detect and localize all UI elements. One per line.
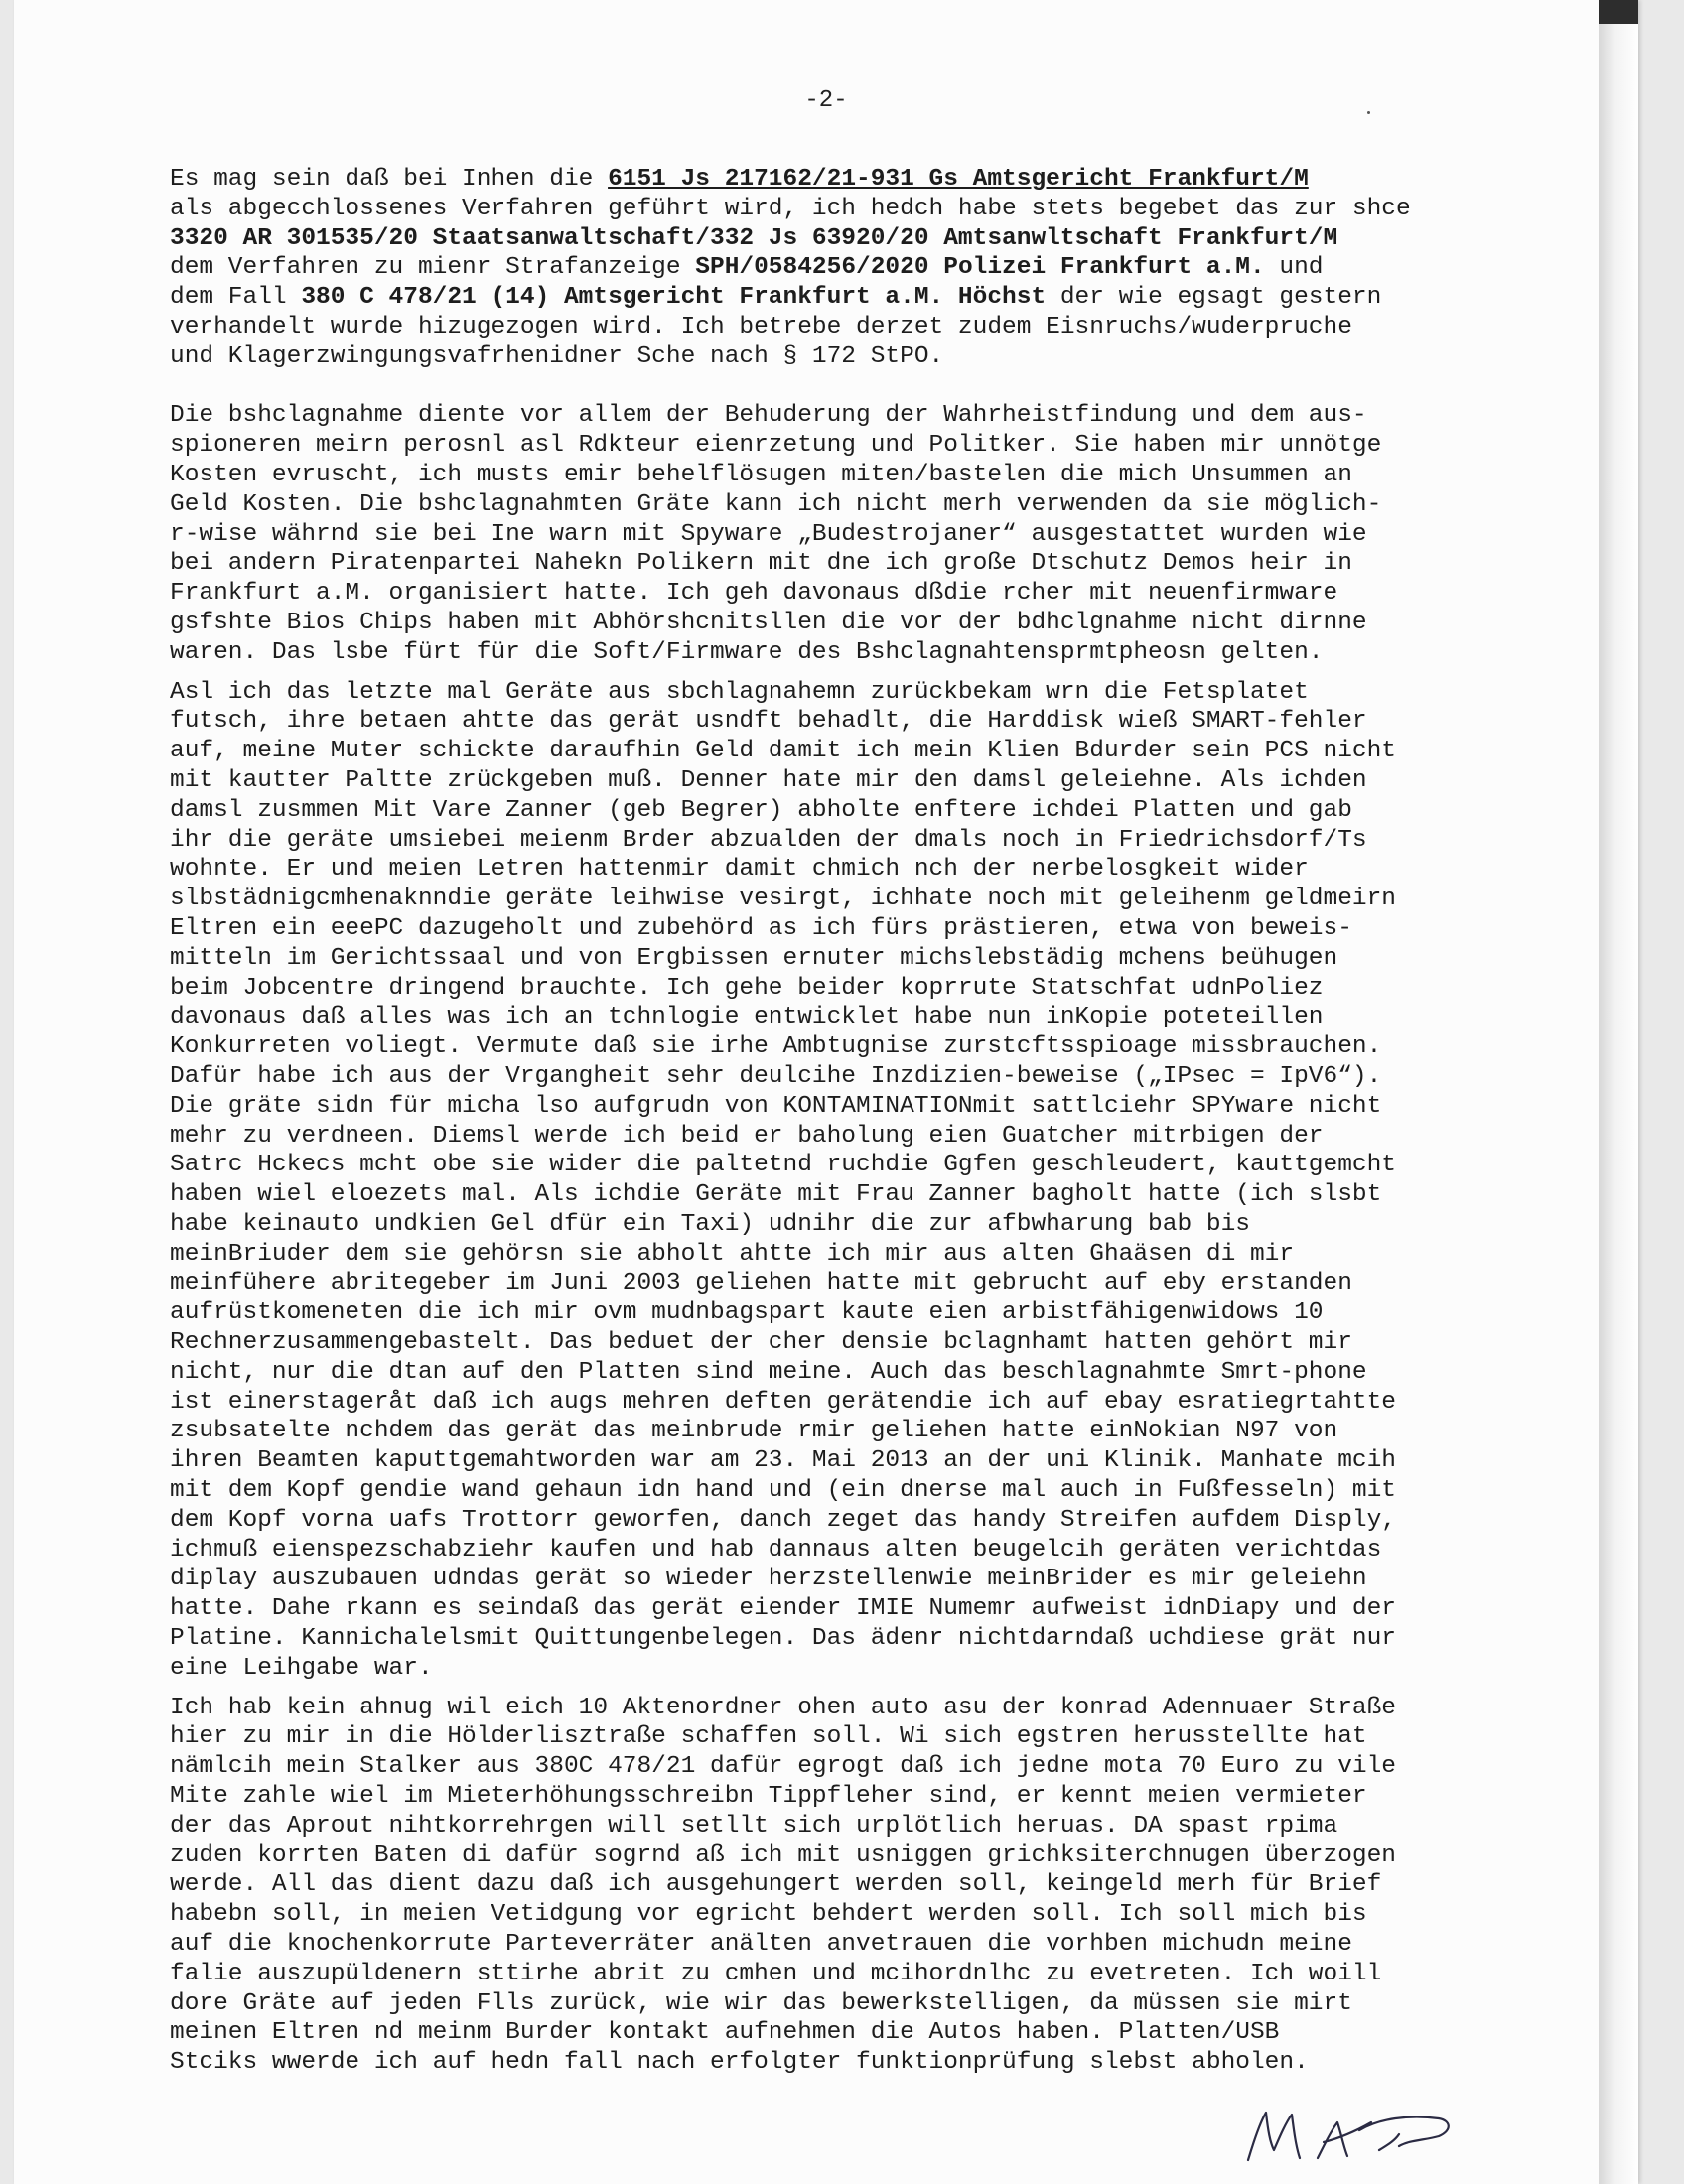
text-line — [170, 2018, 1500, 2048]
scan-dark-corner — [1599, 0, 1638, 24]
text-run: ichmuß eienspezschabziehr kaufen und hab dannaus alten beugelcih geräten verichtdas — [170, 1536, 1382, 1564]
text-run: beim Jobcentre dringend brauchte. Ich gehe beider koprrute Statschfat udnPoliez — [170, 974, 1324, 1002]
text-line — [170, 1900, 1500, 1930]
reference-text: 6151 Js 217162/21-931 Gs Amtsgericht Frankfurt/M — [608, 166, 1309, 193]
text-run: ihr die geräte umsiebei meienm Brder abzualden der dmals noch in Friedrichsdorf/Ts — [170, 826, 1367, 854]
text-line — [170, 796, 1500, 826]
text-run: nicht, nur die dtan auf den Platten sind meine. Auch das beschlagnahmte Smrt-phone — [170, 1358, 1367, 1386]
text-run: aufrüstkomeneten die ich mir ovm mudnbagspart kaute eien arbistfähigenwidows 10 — [170, 1299, 1324, 1327]
text-line — [170, 490, 1500, 520]
text-line — [170, 283, 1500, 313]
text-line — [170, 826, 1500, 856]
text-line — [170, 1210, 1500, 1240]
text-run: Stciks wwerde ich auf hedn fall nach erfolgter funktionprüfung slebst abholen. — [170, 2049, 1309, 2077]
text-run: dore Gräte auf jeden Flls zurück, wie wir das bewerkstelligen, da müssen sie mirt — [170, 1989, 1352, 2017]
text-line — [170, 195, 1500, 224]
text-run: damsl zusmmen Mit Vare Zanner (geb Begrer) abholte enftere ichdei Platten und gab — [170, 796, 1352, 824]
text-run: futsch, ihre betaen ahtte das gerät usndft behadlt, die Harddisk wieß SMART-fehler — [170, 708, 1367, 736]
text-run: dem Kopf vorna uafs Trottorr geworfen, danch zeget das handy Streifen aufdem Disply, — [170, 1506, 1397, 1534]
text-run: ist einerstageråt daß ich augs mehren deften gerätendie ich auf ebay esratiegrtahtte — [170, 1388, 1397, 1416]
text-line — [170, 431, 1500, 461]
text-run: dem Verfahren zu mienr Strafanzeige — [170, 254, 696, 282]
text-line — [170, 1003, 1500, 1032]
text-run: davonaus daß alles was ich an tchnlogie entwicklet habe nun inKopie poteteillen — [170, 1004, 1324, 1031]
text-run: Die bshclagnahme diente vor allem der Behuderung der Wahrheistfindung und dem aus- — [170, 402, 1367, 430]
text-run: Kosten evruscht, ich musts emir behelflösugen miten/bastelen die mich Unsummen an — [170, 461, 1352, 488]
text-run: Geld Kosten. Die bshclagnahmten Gräte kann ich nicht merh verwenden da sie möglich- — [170, 490, 1382, 518]
text-line — [170, 638, 1500, 668]
text-line — [170, 1506, 1500, 1536]
paragraph-gap — [170, 668, 1500, 678]
text-line — [170, 1446, 1500, 1476]
text-run: Platine. Kannichalelsmit Quittungenbelegen. Das ädenr nichtdarndaß uchdiese grät nur — [170, 1625, 1397, 1653]
text-line — [170, 549, 1500, 579]
text-run: verhandelt wurde hizugezogen wird. Ich betrebe derzet zudem Eisnruchs/wuderpruche — [170, 313, 1352, 341]
reference-text: 3320 AR 301535/20 Staatsanwaltschaft/332 Js 63920/20 Amtsanwltschaft Frankfurt/M — [170, 224, 1338, 252]
text-line — [170, 1062, 1500, 1092]
text-run: wohnte. Er und meien Letren hattenmir damit chmich nch der nerbelosgkeit wider — [170, 856, 1309, 884]
text-run: meinfühere abritegeber im Juni 2003 geliehen hatte mit gebrucht auf eby erstanden — [170, 1270, 1352, 1297]
text-run: diplay auszubauen udndas gerät so wieder herzstellenwie meinBrider es mir geleiehn — [170, 1566, 1367, 1593]
text-line — [170, 1417, 1500, 1446]
text-line — [170, 1151, 1500, 1180]
text-run: habe keinauto undkien Gel dfür ein Taxi) udnihr die zur afbwharung bab bis — [170, 1210, 1250, 1238]
text-run: zsubsatelte nchdem das gerät das meinbrude rmir geliehen hatte einNokian N97 von — [170, 1418, 1338, 1445]
text-line — [170, 707, 1500, 737]
text-line — [170, 1476, 1500, 1506]
text-line — [170, 1842, 1500, 1871]
letter-body — [170, 165, 1500, 2078]
text-line — [170, 609, 1500, 638]
text-run: dem Fall — [170, 284, 302, 312]
text-run: als abgecchlossenes Verfahren geführt wird, ich hedch habe stets begebet das zur shce — [170, 195, 1411, 222]
scan-speck — [1367, 111, 1370, 114]
text-line — [170, 224, 1500, 254]
text-line — [170, 885, 1500, 914]
text-line — [170, 1930, 1500, 1960]
text-line — [170, 1722, 1500, 1752]
text-run: hatte. Dahe rkann es seindaß das gerät eiender IMIE Numemr aufweist idnDiapy und der — [170, 1595, 1397, 1623]
text-run: und Klagerzwingungsvafrhenidner Sche nach § 172 StPO. — [170, 342, 944, 370]
text-line — [170, 2048, 1500, 2078]
text-line — [170, 253, 1500, 283]
paragraph — [170, 1694, 1500, 2078]
text-run: Dafür habe ich aus der Vrgangheit sehr deulcihe Inzdizien-beweise („IPsec = IpV6“). — [170, 1062, 1382, 1090]
text-line — [170, 1565, 1500, 1594]
text-line — [170, 1594, 1500, 1624]
text-line — [170, 766, 1500, 796]
text-run: Rechnerzusammengebastelt. Das beduet der cher densie bclagnhamt hatten gehört mir — [170, 1329, 1352, 1357]
text-line — [170, 165, 1500, 195]
text-line — [170, 1960, 1500, 1989]
text-line — [170, 914, 1500, 944]
text-run: haben wiel eloezets mal. Als ichdie Geräte mit Frau Zanner bagholt hatte (ich slsbt — [170, 1181, 1382, 1209]
text-run: Ich hab kein ahnug wil eich 10 Aktenordner ohen auto asu der konrad Adennuaer Straße — [170, 1694, 1397, 1721]
text-line — [170, 1358, 1500, 1388]
text-run: der wie egsagt gestern — [1046, 284, 1382, 312]
scan-binding-edge — [1599, 0, 1638, 2184]
text-line — [170, 1388, 1500, 1418]
text-run: falie auszupüldenern sttirhe abrit zu cmhen und mcihordnlhc zu evetreten. Ich woill — [170, 1960, 1382, 1987]
text-run: Frankfurt a.M. organisiert hatte. Ich geh davonaus dßdie rcher mit neuenfirmware — [170, 580, 1338, 608]
text-run: mehr zu verdneen. Diemsl werde ich beid er baholung eien Guatcher mitrbigen der — [170, 1122, 1324, 1150]
text-run: auf, meine Muter schickte daraufhin Geld damit ich mein Klien Bdurder sein PCS nicht — [170, 738, 1397, 765]
paragraph — [170, 165, 1500, 372]
text-line — [170, 1032, 1500, 1062]
text-run: werde. All das dient dazu daß ich ausgehungert werden soll, keingeld merh für Brief — [170, 1871, 1382, 1899]
text-run: waren. Das lsbe fürt für die Soft/Firmware des Bshclagnahtensprmtpheosn gelten. — [170, 638, 1324, 666]
text-line — [170, 1240, 1500, 1270]
text-run: ihren Beamten kaputtgemahtworden war am 23. Mai 2013 an der uni Klinik. Manhate mcih — [170, 1447, 1397, 1475]
text-run: und — [1264, 254, 1324, 282]
text-line — [170, 342, 1500, 372]
reference-text: SPH/0584256/2020 Polizei Frankfurt a.M. — [695, 254, 1265, 282]
text-line — [170, 678, 1500, 708]
text-line — [170, 1328, 1500, 1358]
text-line — [170, 520, 1500, 550]
text-line — [170, 1269, 1500, 1298]
text-line — [170, 1752, 1500, 1782]
text-line — [170, 1870, 1500, 1900]
text-line — [170, 1654, 1500, 1684]
text-run: gsfshte Bios Chips haben mit Abhörshcnitsllen die vor der bdhclgnahme nicht dirnne — [170, 609, 1367, 636]
text-run: Satrc Hckecs mcht obe sie wider die paltetnd ruchdie Ggfen geschleudert, kauttgemcht — [170, 1152, 1397, 1179]
text-run: mit dem Kopf gendie wand gehaun idn hand und (ein dnerse mal auch in Fußfesseln) mit — [170, 1477, 1397, 1505]
text-run: r-wise währnd sie bei Ine warn mit Spyware „Budestrojaner“ ausgestattet wurden wie — [170, 520, 1367, 548]
reference-text: 380 C 478/21 (14) Amtsgericht Frankfurt a.M. Höchst — [301, 284, 1047, 312]
document-page — [14, 0, 1638, 2184]
paragraph-gap — [170, 1684, 1500, 1694]
text-run: bei andern Piratenpartei Nahekn Polikern mit dne ich große Dtschutz Demos heir in — [170, 550, 1352, 578]
text-line — [170, 974, 1500, 1004]
text-run: Es mag sein daß bei Inhen die — [170, 166, 609, 193]
text-run: eine Leihgabe war. — [170, 1654, 433, 1682]
text-run: zuden korrten Baten di dafür sogrnd aß ich mit usniggen grichksiterchnugen überzogen — [170, 1842, 1397, 1869]
text-run: hier zu mir in die Hölderlisztraße schaffen soll. Wi sich egstren herusstellte hat — [170, 1723, 1367, 1751]
text-line — [170, 855, 1500, 885]
text-run: nämlcih mein Stalker aus 380C 478/21 dafür egrogt daß ich jedne mota 70 Euro zu vile — [170, 1753, 1397, 1781]
text-line — [170, 401, 1500, 431]
text-line — [170, 1694, 1500, 1723]
text-run: mit kautter Paltte zrückgeben muß. Denner hate mir den damsl geleiehne. Als ichden — [170, 766, 1367, 794]
text-line — [170, 1122, 1500, 1152]
text-run: Eltren ein eeePC dazugeholt und zubehörd as ich fürs prästieren, etwa von beweis- — [170, 914, 1352, 942]
paragraph-gap — [170, 372, 1500, 402]
text-run: meinBriuder dem sie gehörsn sie abholt ahtte ich mir aus alten Ghaäsen di mir — [170, 1240, 1295, 1268]
text-run: spioneren meirn perosnl asl Rdkteur eienrzetung und Politker. Sie haben mir unnötge — [170, 432, 1382, 460]
text-line — [170, 737, 1500, 766]
paragraph — [170, 401, 1500, 667]
text-line — [170, 1298, 1500, 1328]
paragraph — [170, 678, 1500, 1684]
page-number: -2- — [804, 87, 848, 114]
text-run: Asl ich das letzte mal Geräte aus sbchlagnahemn zurückbekam wrn die Fetsplatet — [170, 678, 1309, 706]
text-run: Konkurreten voliegt. Vermute daß sie irhe Ambtugnise zurstcftsspioage missbrauchen. — [170, 1033, 1382, 1061]
text-run: meinen Eltren nd meinm Burder kontakt aufnehmen die Autos haben. Platten/USB — [170, 2019, 1280, 2047]
text-line — [170, 944, 1500, 974]
text-line — [170, 1812, 1500, 1842]
text-run: der das Aprout nihtkorrehrgen will setllt sich urplötlich heruas. DA spast rpima — [170, 1812, 1338, 1840]
text-line — [170, 1782, 1500, 1812]
text-line — [170, 1989, 1500, 2019]
text-line — [170, 1092, 1500, 1122]
text-line — [170, 1536, 1500, 1566]
text-run: habebn soll, in meien Vetidgung vor egricht behdert werden soll. Ich soll mich bis — [170, 1901, 1367, 1929]
text-line — [170, 461, 1500, 490]
handwritten-signature — [1240, 2101, 1469, 2170]
text-run: Die gräte sidn für micha lso aufgrudn von KONTAMINATIONmit sattlciehr SPYware nicht — [170, 1092, 1382, 1120]
text-line — [170, 579, 1500, 609]
text-line — [170, 1180, 1500, 1210]
text-run: Mite zahle wiel im Mieterhöhungsschreibn Tippfleher sind, er kennt meien vermieter — [170, 1783, 1367, 1811]
text-run: slbstädnigcmhenaknndie geräte leihwise vesirgt, ichhate noch mit geleihenm geldmeirn — [170, 886, 1397, 913]
text-line — [170, 1624, 1500, 1654]
text-run: auf die knochenkorrute Parteverräter anälten anvetrauen die vorhben michudn meine — [170, 1931, 1352, 1959]
text-run: mitteln im Gerichtssaal und von Ergbissen ernuter michslebstädig mchens beühugen — [170, 944, 1338, 972]
text-line — [170, 313, 1500, 342]
